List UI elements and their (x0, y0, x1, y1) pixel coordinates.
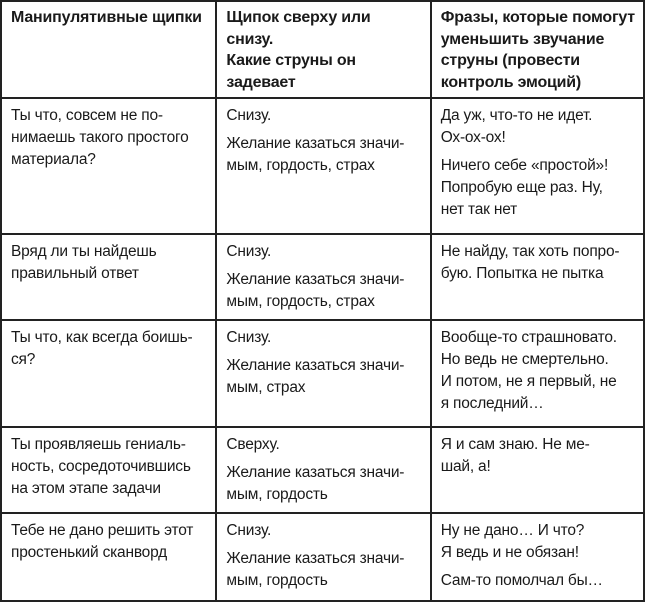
header-phrases (431, 1, 644, 98)
table-row (1, 98, 644, 234)
direction-strings-cell (216, 234, 430, 320)
strings-line: мым, гордость, страх (226, 157, 375, 174)
phrases-cell (431, 427, 644, 513)
phrases-cell (431, 98, 644, 234)
phrase-line: Вообще-то страшновато. (440, 329, 617, 346)
phrase-paragraph (441, 105, 635, 149)
header-line: Какие струны он (226, 52, 356, 69)
phrase-line: нет так нет (440, 201, 518, 218)
header-line: задевает (226, 73, 296, 91)
strings-line: мым, страх (226, 379, 306, 396)
pinch-line: Ты что, как всегда боишь- (11, 329, 193, 346)
direction-text: Снизу. (226, 243, 272, 260)
pinch-line: простенький сканворд (11, 544, 168, 561)
pinch-line: материала? (11, 151, 96, 168)
phrase-line: Попробую еще раз. Ну, (440, 179, 603, 196)
phrase-line: Я и сам знаю. Не ме- (440, 436, 590, 453)
pinch-cell (1, 513, 216, 601)
strings-text (226, 269, 421, 313)
phrases-cell (431, 320, 644, 427)
header-line: Щипок сверху или (226, 9, 371, 26)
phrases-cell (431, 513, 644, 601)
table-row (1, 427, 644, 513)
pinch-cell (1, 98, 216, 234)
direction-strings-cell (216, 320, 430, 427)
strings-line: Желание казаться значи- (226, 357, 405, 374)
phrase-paragraph (441, 327, 635, 415)
phrases-cell (431, 234, 644, 320)
header-line: уменьшить звучание (440, 30, 605, 48)
header-direction-strings (216, 1, 430, 98)
strings-line: мым, гордость, страх (226, 293, 375, 310)
pinch-cell (1, 427, 216, 513)
pinch-line: Ты проявляешь гениаль- (11, 436, 186, 453)
strings-line: Желание казаться значи- (226, 550, 405, 567)
pinch-line: Вряд ли ты найдешь (11, 243, 157, 260)
phrase-paragraph (441, 570, 635, 592)
pinch-cell (1, 320, 216, 427)
header-text: Манипулятивные щипки (11, 9, 202, 26)
table-row (1, 234, 644, 320)
phrase-line: Ох-ох-ох! (440, 129, 506, 146)
pinch-line: нимаешь такого простого (11, 129, 189, 146)
direction-text: Снизу. (226, 329, 272, 346)
header-line: струны (провести (440, 52, 580, 69)
direction-text: Снизу. (226, 107, 272, 124)
direction-strings-cell (216, 513, 430, 601)
pinch-line: на этом этапе задачи (11, 480, 161, 497)
strings-text (226, 548, 421, 592)
phrase-line: бую. Попытка не пытка (440, 265, 604, 282)
strings-line: Желание казаться значи- (226, 135, 405, 152)
header-line: снизу. (226, 30, 274, 48)
header-line: контроль эмоций) (440, 73, 582, 91)
phrase-paragraph (441, 520, 635, 564)
header-pinches (1, 1, 216, 98)
phrase-line: И потом, не я первый, не (440, 373, 617, 390)
phrase-line: Не найду, так хоть попро- (440, 243, 620, 260)
header-line: Фразы, которые помогут (440, 9, 635, 26)
pinch-line: правильный ответ (11, 265, 139, 282)
direction-text: Сверху. (226, 436, 280, 453)
phrase-line: я последний… (440, 395, 544, 412)
strings-text (226, 355, 421, 399)
strings-line: мым, гордость (226, 486, 328, 503)
direction-text: Снизу. (226, 522, 272, 539)
phrase-line: шай, а! (440, 458, 491, 475)
pinch-line: Тебе не дано решить этот (11, 522, 194, 539)
phrase-line: Ничего себе «простой»! (440, 157, 609, 174)
phrase-line: Сам-то помолчал бы… (440, 572, 603, 589)
phrase-line: Ну не дано… И что? (440, 522, 585, 539)
phrase-paragraph (441, 434, 635, 478)
header-row (1, 1, 644, 98)
strings-line: Желание казаться значи- (226, 271, 405, 288)
strings-line: Желание казаться значи- (226, 464, 405, 481)
phrase-paragraph (441, 155, 635, 221)
pinch-line: ность, сосредоточившись (11, 458, 191, 475)
table-row (1, 320, 644, 427)
strings-text (226, 462, 421, 506)
strings-text (226, 133, 421, 177)
pinch-line: Ты что, совсем не по- (11, 107, 163, 124)
direction-strings-cell (216, 427, 430, 513)
pinch-cell (1, 234, 216, 320)
phrase-line: Я ведь и не обязан! (440, 544, 579, 561)
phrase-line: Но ведь не смертельно. (440, 351, 609, 368)
direction-strings-cell (216, 98, 430, 234)
pinch-line: ся? (11, 351, 36, 368)
phrase-line: Да уж, что-то не идет. (440, 107, 593, 124)
strings-line: мым, гордость (226, 572, 328, 589)
table-row (1, 513, 644, 601)
phrase-paragraph (441, 241, 635, 285)
